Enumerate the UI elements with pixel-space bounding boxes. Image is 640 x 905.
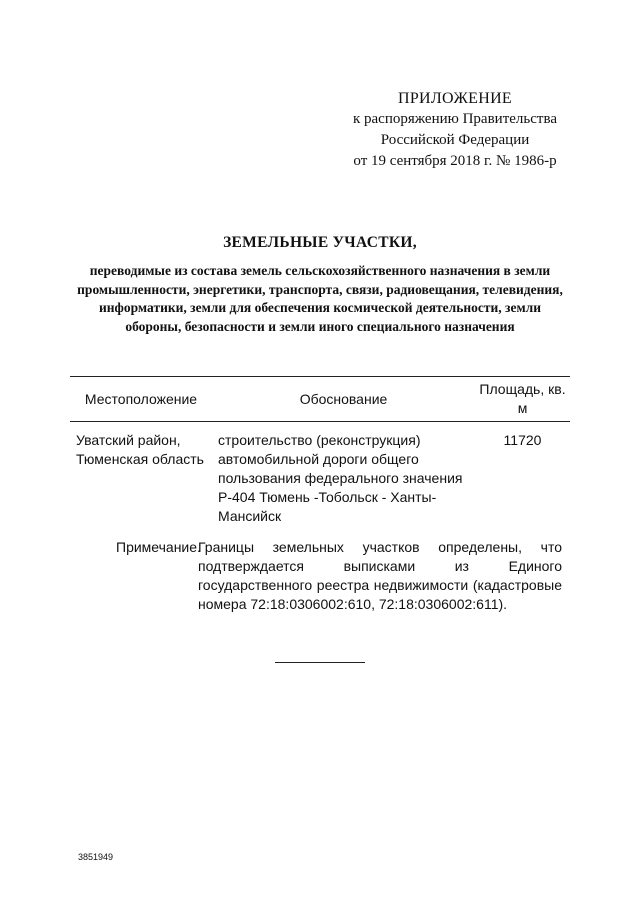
cell-location: Уватский район, Тюменская область (76, 432, 204, 467)
document-number: 3851949 (78, 852, 114, 862)
document-heading (70, 234, 570, 336)
document-title: ЗЕМЕЛЬНЫЕ УЧАСТКИ, (223, 234, 417, 251)
appendix-title: ПРИЛОЖЕНИЕ (397, 90, 512, 107)
appendix-line-3: от 19 сентября 2018 г. № 1986-р (353, 153, 557, 169)
note-block (116, 538, 562, 614)
table-row (70, 422, 570, 526)
header-location: Местоположение (84, 390, 198, 407)
appendix-line-2: Российской Федерации (380, 132, 530, 148)
land-plots-table (70, 376, 570, 526)
cell-area: 11720 (503, 432, 542, 448)
appendix-block (340, 88, 570, 172)
cell-basis: строительство (реконструкция) автомобильной дороги общего пользования федерального значения Р-404 Тюмень -Тобольск - Ханты-Мансийск (218, 432, 463, 524)
appendix-line-1: к распоряжению Правительства (352, 111, 557, 127)
note-text: Границы земельных участков определены, что подтверждается выписками из Единого государственного реестра недвижимости (кадастровые номера 72:18:0306002:610, 72:18:0306002:611). (198, 539, 562, 612)
note-label: Примечание. (116, 539, 201, 555)
document-subtitle: переводимые из состава земель сельскохозяйственного назначения в земли промышленности, энергетики, транспорта, связи, радиовещания, телевидения, информатики, земли для обеспечения космической деятельности, земли обороны, безопасности и земли иного специального назначения (77, 263, 563, 334)
header-basis: Обоснование (299, 390, 388, 407)
table-header (70, 376, 570, 422)
closing-divider (275, 662, 365, 663)
header-area: Площадь, кв. м (479, 381, 566, 416)
